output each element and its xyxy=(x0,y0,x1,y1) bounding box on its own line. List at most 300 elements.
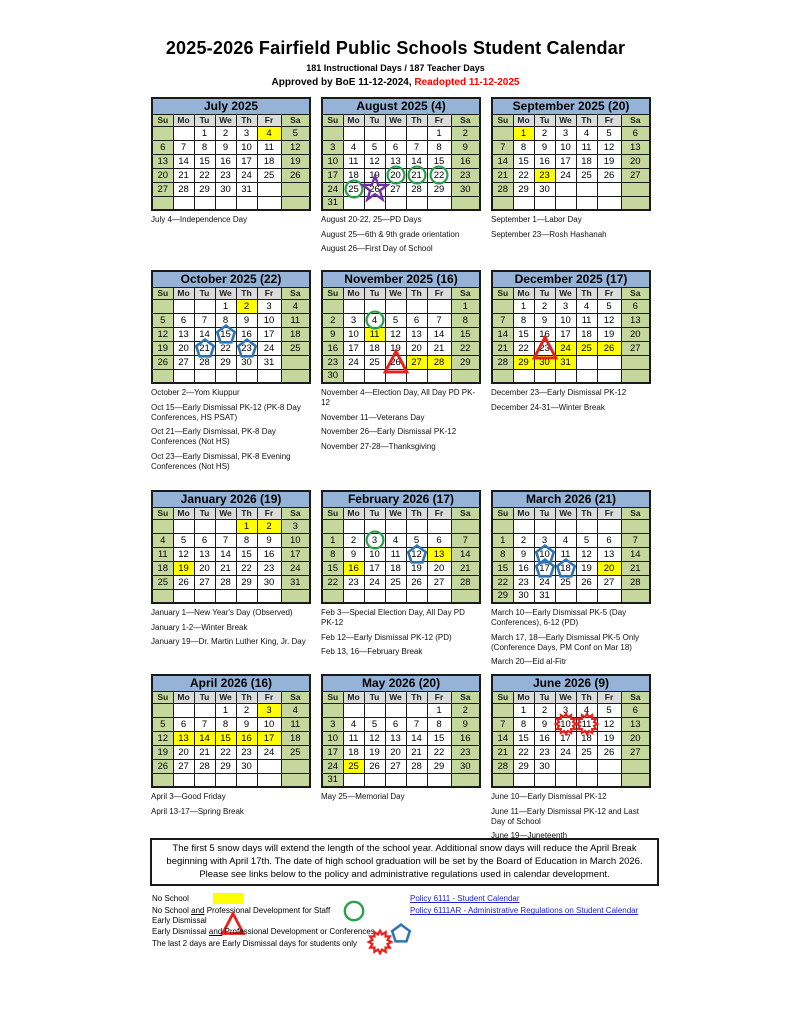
month-note: January 19—Dr. Martin Luther King, Jr. Day xyxy=(151,637,306,646)
day-cell: 19 xyxy=(597,327,621,341)
day-cell: 17 xyxy=(555,327,576,341)
day-cell xyxy=(492,126,513,140)
day-cell: 6 xyxy=(427,533,451,547)
day-cell: 22 xyxy=(194,168,215,182)
day-cell: 18 xyxy=(257,154,281,168)
day-cell: 19 xyxy=(364,745,385,759)
month-note: November 4—Election Day, All Day PD PK-12 xyxy=(321,388,476,407)
day-cell xyxy=(534,519,555,533)
day-header: Th xyxy=(236,691,257,703)
day-header: Mo xyxy=(513,114,534,126)
day-cell: 31 xyxy=(281,575,310,589)
day-cell: 18 xyxy=(281,731,310,745)
day-cell: 11 xyxy=(343,731,364,745)
day-header: Th xyxy=(406,691,427,703)
day-header: Th xyxy=(406,114,427,126)
day-cell: 26 xyxy=(385,355,406,369)
day-cell: 4 xyxy=(281,703,310,717)
day-cell: 24 xyxy=(555,168,576,182)
day-cell xyxy=(257,759,281,773)
day-cell: 29 xyxy=(236,575,257,589)
day-cell xyxy=(215,519,236,533)
month-notes xyxy=(321,388,479,452)
day-cell xyxy=(236,196,257,210)
day-cell: 31 xyxy=(534,589,555,603)
day-cell: 19 xyxy=(385,341,406,355)
day-cell: 22 xyxy=(492,575,513,589)
month-title: September 2025 (20) xyxy=(492,98,650,114)
day-cell: 21 xyxy=(194,341,215,355)
day-cell: 11 xyxy=(576,717,597,731)
day-cell xyxy=(152,196,173,210)
day-cell: 22 xyxy=(215,745,236,759)
day-cell: 11 xyxy=(281,313,310,327)
readopted-text: Readopted 11-12-2025 xyxy=(414,77,520,88)
day-header: Mo xyxy=(513,287,534,299)
month-notes xyxy=(491,792,649,841)
day-cell: 8 xyxy=(513,717,534,731)
month-block-december-2025-17 xyxy=(491,270,649,490)
month-block-august-2025-4 xyxy=(321,97,479,270)
day-cell: 23 xyxy=(534,341,555,355)
policy-link-6111ar[interactable]: Policy 6111AR - Administrative Regulations on Student Calendar xyxy=(410,906,639,916)
day-header: We xyxy=(215,507,236,519)
day-cell: 10 xyxy=(555,313,576,327)
month-block-april-2026-16 xyxy=(151,674,309,838)
day-cell: 2 xyxy=(215,126,236,140)
day-cell: 9 xyxy=(236,717,257,731)
day-cell: 24 xyxy=(364,575,385,589)
day-cell: 24 xyxy=(343,355,364,369)
day-cell xyxy=(281,773,310,787)
day-cell xyxy=(364,519,385,533)
legend-item-label: No School and Professional Development for Staff xyxy=(152,906,331,916)
day-cell: 8 xyxy=(451,313,480,327)
day-header: Fr xyxy=(427,507,451,519)
day-cell xyxy=(343,126,364,140)
day-cell xyxy=(322,299,343,313)
subtitle: 181 Instructional Days / 187 Teacher Days xyxy=(306,63,485,73)
day-cell xyxy=(385,589,406,603)
day-cell xyxy=(406,369,427,383)
day-cell: 13 xyxy=(427,547,451,561)
day-cell: 8 xyxy=(236,533,257,547)
day-cell: 29 xyxy=(427,182,451,196)
day-cell: 29 xyxy=(427,759,451,773)
day-cell: 14 xyxy=(406,731,427,745)
day-cell xyxy=(451,519,480,533)
day-cell: 20 xyxy=(152,168,173,182)
day-cell: 16 xyxy=(451,731,480,745)
month-note: January 1—New Year's Day (Observed) xyxy=(151,608,293,617)
day-cell: 10 xyxy=(322,154,343,168)
day-cell xyxy=(152,299,173,313)
day-cell: 5 xyxy=(576,533,597,547)
day-header: Tu xyxy=(364,114,385,126)
day-cell: 13 xyxy=(385,731,406,745)
day-cell: 14 xyxy=(427,327,451,341)
day-header: Fr xyxy=(597,114,621,126)
day-header: Th xyxy=(406,507,427,519)
day-cell: 1 xyxy=(427,126,451,140)
day-cell: 20 xyxy=(406,341,427,355)
day-cell: 7 xyxy=(194,313,215,327)
day-cell: 4 xyxy=(257,126,281,140)
day-cell xyxy=(215,773,236,787)
day-cell: 22 xyxy=(236,561,257,575)
day-cell: 16 xyxy=(534,327,555,341)
day-cell: 25 xyxy=(576,341,597,355)
day-cell xyxy=(215,589,236,603)
day-cell: 5 xyxy=(385,313,406,327)
day-cell xyxy=(385,126,406,140)
day-header: Sa xyxy=(621,507,650,519)
day-cell: 15 xyxy=(194,154,215,168)
month-notes xyxy=(151,215,309,225)
day-cell: 2 xyxy=(534,703,555,717)
day-cell: 14 xyxy=(451,547,480,561)
day-header: Sa xyxy=(451,691,480,703)
day-cell: 29 xyxy=(194,182,215,196)
day-cell: 15 xyxy=(513,731,534,745)
day-cell xyxy=(281,759,310,773)
day-cell: 13 xyxy=(621,140,650,154)
day-cell: 1 xyxy=(513,703,534,717)
day-cell xyxy=(236,369,257,383)
day-cell: 18 xyxy=(576,327,597,341)
day-header: Tu xyxy=(534,287,555,299)
month-table-november-2025-16 xyxy=(321,270,481,384)
day-cell: 1 xyxy=(513,299,534,313)
month-table-august-2025-4 xyxy=(321,97,481,211)
day-cell xyxy=(576,773,597,787)
day-cell: 27 xyxy=(597,575,621,589)
day-cell: 25 xyxy=(257,168,281,182)
day-cell: 23 xyxy=(451,745,480,759)
day-cell: 19 xyxy=(152,341,173,355)
day-cell: 18 xyxy=(385,561,406,575)
day-cell xyxy=(427,589,451,603)
day-cell: 11 xyxy=(576,140,597,154)
day-header: Fr xyxy=(597,287,621,299)
legend-item-label: No School xyxy=(152,894,189,904)
day-cell: 21 xyxy=(406,168,427,182)
day-cell: 5 xyxy=(152,717,173,731)
month-notes xyxy=(321,792,479,802)
day-cell: 29 xyxy=(513,182,534,196)
green-circle-icon xyxy=(342,899,366,923)
day-cell: 28 xyxy=(215,575,236,589)
day-cell xyxy=(364,773,385,787)
day-cell: 27 xyxy=(621,168,650,182)
day-cell: 23 xyxy=(236,341,257,355)
day-cell xyxy=(534,369,555,383)
day-cell: 19 xyxy=(597,154,621,168)
day-cell: 12 xyxy=(364,154,385,168)
day-cell: 20 xyxy=(385,168,406,182)
day-cell: 7 xyxy=(194,717,215,731)
day-cell xyxy=(621,589,650,603)
day-header: Th xyxy=(576,691,597,703)
day-cell: 6 xyxy=(194,533,215,547)
day-cell xyxy=(173,126,194,140)
day-header: Tu xyxy=(534,507,555,519)
day-cell: 23 xyxy=(257,561,281,575)
day-cell: 19 xyxy=(173,561,194,575)
day-cell xyxy=(152,519,173,533)
day-cell: 23 xyxy=(513,575,534,589)
month-note: October 2—Yom Kiuppur xyxy=(151,388,240,397)
day-cell: 1 xyxy=(427,703,451,717)
month-note: Oct 21—Early Dismissal, PK-8 Day Conferences (Not HS) xyxy=(151,427,276,446)
day-cell: 15 xyxy=(215,327,236,341)
day-cell: 15 xyxy=(451,327,480,341)
day-cell: 18 xyxy=(343,168,364,182)
day-cell: 14 xyxy=(492,731,513,745)
day-cell: 21 xyxy=(492,168,513,182)
day-cell xyxy=(322,519,343,533)
day-cell xyxy=(451,196,480,210)
day-header: Fr xyxy=(427,691,451,703)
day-cell xyxy=(152,126,173,140)
day-cell xyxy=(343,589,364,603)
day-cell: 20 xyxy=(621,327,650,341)
day-cell xyxy=(555,182,576,196)
day-cell: 30 xyxy=(322,369,343,383)
month-block-september-2025-20 xyxy=(491,97,649,270)
day-cell: 2 xyxy=(322,313,343,327)
yellow-swatch xyxy=(213,893,243,904)
day-cell: 18 xyxy=(576,154,597,168)
day-header: Th xyxy=(236,287,257,299)
month-note: April 3—Good Friday xyxy=(151,792,226,801)
day-header: Sa xyxy=(281,114,310,126)
day-cell: 3 xyxy=(343,313,364,327)
day-cell: 7 xyxy=(451,533,480,547)
day-cell: 26 xyxy=(597,745,621,759)
day-cell: 27 xyxy=(173,759,194,773)
month-table-september-2025-20 xyxy=(491,97,651,211)
months-grid xyxy=(151,97,791,838)
day-cell: 1 xyxy=(215,703,236,717)
day-cell: 18 xyxy=(576,731,597,745)
day-header: We xyxy=(215,691,236,703)
day-cell: 16 xyxy=(534,154,555,168)
day-header: Mo xyxy=(513,691,534,703)
day-cell: 17 xyxy=(322,168,343,182)
day-cell: 4 xyxy=(385,533,406,547)
day-cell xyxy=(173,589,194,603)
day-cell xyxy=(364,703,385,717)
day-cell xyxy=(451,589,480,603)
day-cell: 25 xyxy=(343,759,364,773)
day-header: Su xyxy=(492,507,513,519)
day-cell: 29 xyxy=(513,355,534,369)
month-block-october-2025-22 xyxy=(151,270,309,490)
day-cell xyxy=(451,369,480,383)
day-cell: 13 xyxy=(173,731,194,745)
month-notes xyxy=(151,792,309,817)
day-cell: 10 xyxy=(555,140,576,154)
day-header: Mo xyxy=(343,114,364,126)
day-cell: 3 xyxy=(281,519,310,533)
day-cell xyxy=(385,519,406,533)
day-cell: 12 xyxy=(385,327,406,341)
policy-link-6111[interactable]: Policy 6111 - Student Calendar xyxy=(410,894,520,904)
day-cell: 4 xyxy=(576,126,597,140)
day-header: Th xyxy=(576,507,597,519)
day-cell xyxy=(492,703,513,717)
day-cell: 11 xyxy=(343,154,364,168)
day-cell: 25 xyxy=(364,355,385,369)
day-cell: 9 xyxy=(451,717,480,731)
day-cell xyxy=(492,369,513,383)
day-cell xyxy=(406,589,427,603)
day-cell: 9 xyxy=(343,547,364,561)
month-title: March 2026 (21) xyxy=(492,491,650,507)
day-header: Su xyxy=(322,507,343,519)
month-table-july-2025 xyxy=(151,97,311,211)
day-cell: 8 xyxy=(322,547,343,561)
day-cell: 22 xyxy=(513,745,534,759)
day-header: We xyxy=(555,287,576,299)
day-cell: 30 xyxy=(257,575,281,589)
month-block-july-2025 xyxy=(151,97,309,270)
day-cell xyxy=(257,369,281,383)
day-cell: 30 xyxy=(534,759,555,773)
day-cell: 6 xyxy=(173,313,194,327)
day-cell: 13 xyxy=(621,717,650,731)
day-cell: 24 xyxy=(555,745,576,759)
day-cell: 15 xyxy=(513,154,534,168)
day-cell xyxy=(621,369,650,383)
month-block-february-2026-17 xyxy=(321,490,479,674)
month-note: Feb 13, 16—February Break xyxy=(321,647,423,656)
month-note: March 17, 18—Early Dismissal PK-5 Only (Conference Days, PM Conf on Mar 18) xyxy=(491,632,640,652)
day-cell: 23 xyxy=(534,168,555,182)
day-cell: 27 xyxy=(385,182,406,196)
month-note: November 27-28—Thanksgiving xyxy=(321,441,436,451)
day-cell: 25 xyxy=(343,182,364,196)
day-cell: 8 xyxy=(215,313,236,327)
month-note: June 10—Early Dismissal PK-12 xyxy=(491,792,607,801)
day-header: Fr xyxy=(597,507,621,519)
month-block-june-2026-9 xyxy=(491,674,649,838)
day-cell: 20 xyxy=(385,745,406,759)
month-note: August 20-22, 25—PD Days xyxy=(321,215,422,224)
month-block-january-2026-19 xyxy=(151,490,309,674)
month-note: Feb 3—Special Election Day, All Day PD PK-12 xyxy=(321,608,465,627)
day-cell xyxy=(513,369,534,383)
day-cell: 12 xyxy=(152,731,173,745)
day-header: Su xyxy=(152,691,173,703)
day-cell: 7 xyxy=(492,313,513,327)
day-cell: 5 xyxy=(364,717,385,731)
day-cell: 25 xyxy=(281,745,310,759)
day-cell: 5 xyxy=(364,140,385,154)
day-cell xyxy=(576,369,597,383)
day-cell xyxy=(534,196,555,210)
day-cell xyxy=(406,299,427,313)
day-cell xyxy=(597,355,621,369)
day-cell: 21 xyxy=(173,168,194,182)
day-cell: 11 xyxy=(385,547,406,561)
approved-line xyxy=(0,77,791,88)
day-cell xyxy=(281,355,310,369)
month-note: April 13-17—Spring Break xyxy=(151,806,244,816)
day-cell xyxy=(173,519,194,533)
day-cell xyxy=(597,196,621,210)
day-cell: 30 xyxy=(236,355,257,369)
day-cell: 20 xyxy=(621,731,650,745)
day-header: Sa xyxy=(451,287,480,299)
day-cell: 2 xyxy=(451,126,480,140)
day-cell: 12 xyxy=(597,717,621,731)
month-note: December 23—Early Dismissal PK-12 xyxy=(491,388,627,397)
day-cell: 28 xyxy=(406,759,427,773)
day-cell xyxy=(194,703,215,717)
day-cell: 5 xyxy=(597,703,621,717)
day-cell: 26 xyxy=(364,759,385,773)
day-cell xyxy=(194,519,215,533)
day-cell: 18 xyxy=(555,561,576,575)
day-cell xyxy=(597,369,621,383)
day-cell: 18 xyxy=(152,561,173,575)
day-cell: 24 xyxy=(236,168,257,182)
day-cell: 31 xyxy=(322,773,343,787)
day-cell: 13 xyxy=(621,313,650,327)
day-cell: 24 xyxy=(257,341,281,355)
day-cell: 14 xyxy=(621,547,650,561)
day-cell: 4 xyxy=(343,717,364,731)
month-title: August 2025 (4) xyxy=(322,98,480,114)
day-cell: 7 xyxy=(492,140,513,154)
day-cell xyxy=(385,703,406,717)
day-cell xyxy=(576,589,597,603)
day-cell: 12 xyxy=(152,327,173,341)
day-cell: 24 xyxy=(322,759,343,773)
day-cell: 1 xyxy=(322,533,343,547)
day-cell: 8 xyxy=(513,313,534,327)
day-cell: 28 xyxy=(173,182,194,196)
day-cell: 3 xyxy=(257,703,281,717)
day-cell xyxy=(257,773,281,787)
day-cell xyxy=(621,519,650,533)
day-cell: 3 xyxy=(555,703,576,717)
day-cell xyxy=(343,369,364,383)
day-cell: 12 xyxy=(281,140,310,154)
day-cell xyxy=(621,196,650,210)
day-cell: 30 xyxy=(215,182,236,196)
month-table-october-2025-22 xyxy=(151,270,311,384)
day-cell xyxy=(152,589,173,603)
day-cell xyxy=(621,759,650,773)
day-header: Th xyxy=(576,287,597,299)
day-cell: 12 xyxy=(597,313,621,327)
month-notes xyxy=(321,215,479,254)
day-header: Tu xyxy=(194,114,215,126)
day-cell: 20 xyxy=(597,561,621,575)
day-cell xyxy=(597,519,621,533)
day-cell: 5 xyxy=(597,126,621,140)
day-cell: 26 xyxy=(576,575,597,589)
day-cell: 6 xyxy=(406,313,427,327)
month-notes xyxy=(491,388,649,413)
day-cell: 13 xyxy=(152,154,173,168)
day-cell: 27 xyxy=(621,745,650,759)
month-note: November 11—Veterans Day xyxy=(321,412,425,422)
day-header: Fr xyxy=(597,691,621,703)
